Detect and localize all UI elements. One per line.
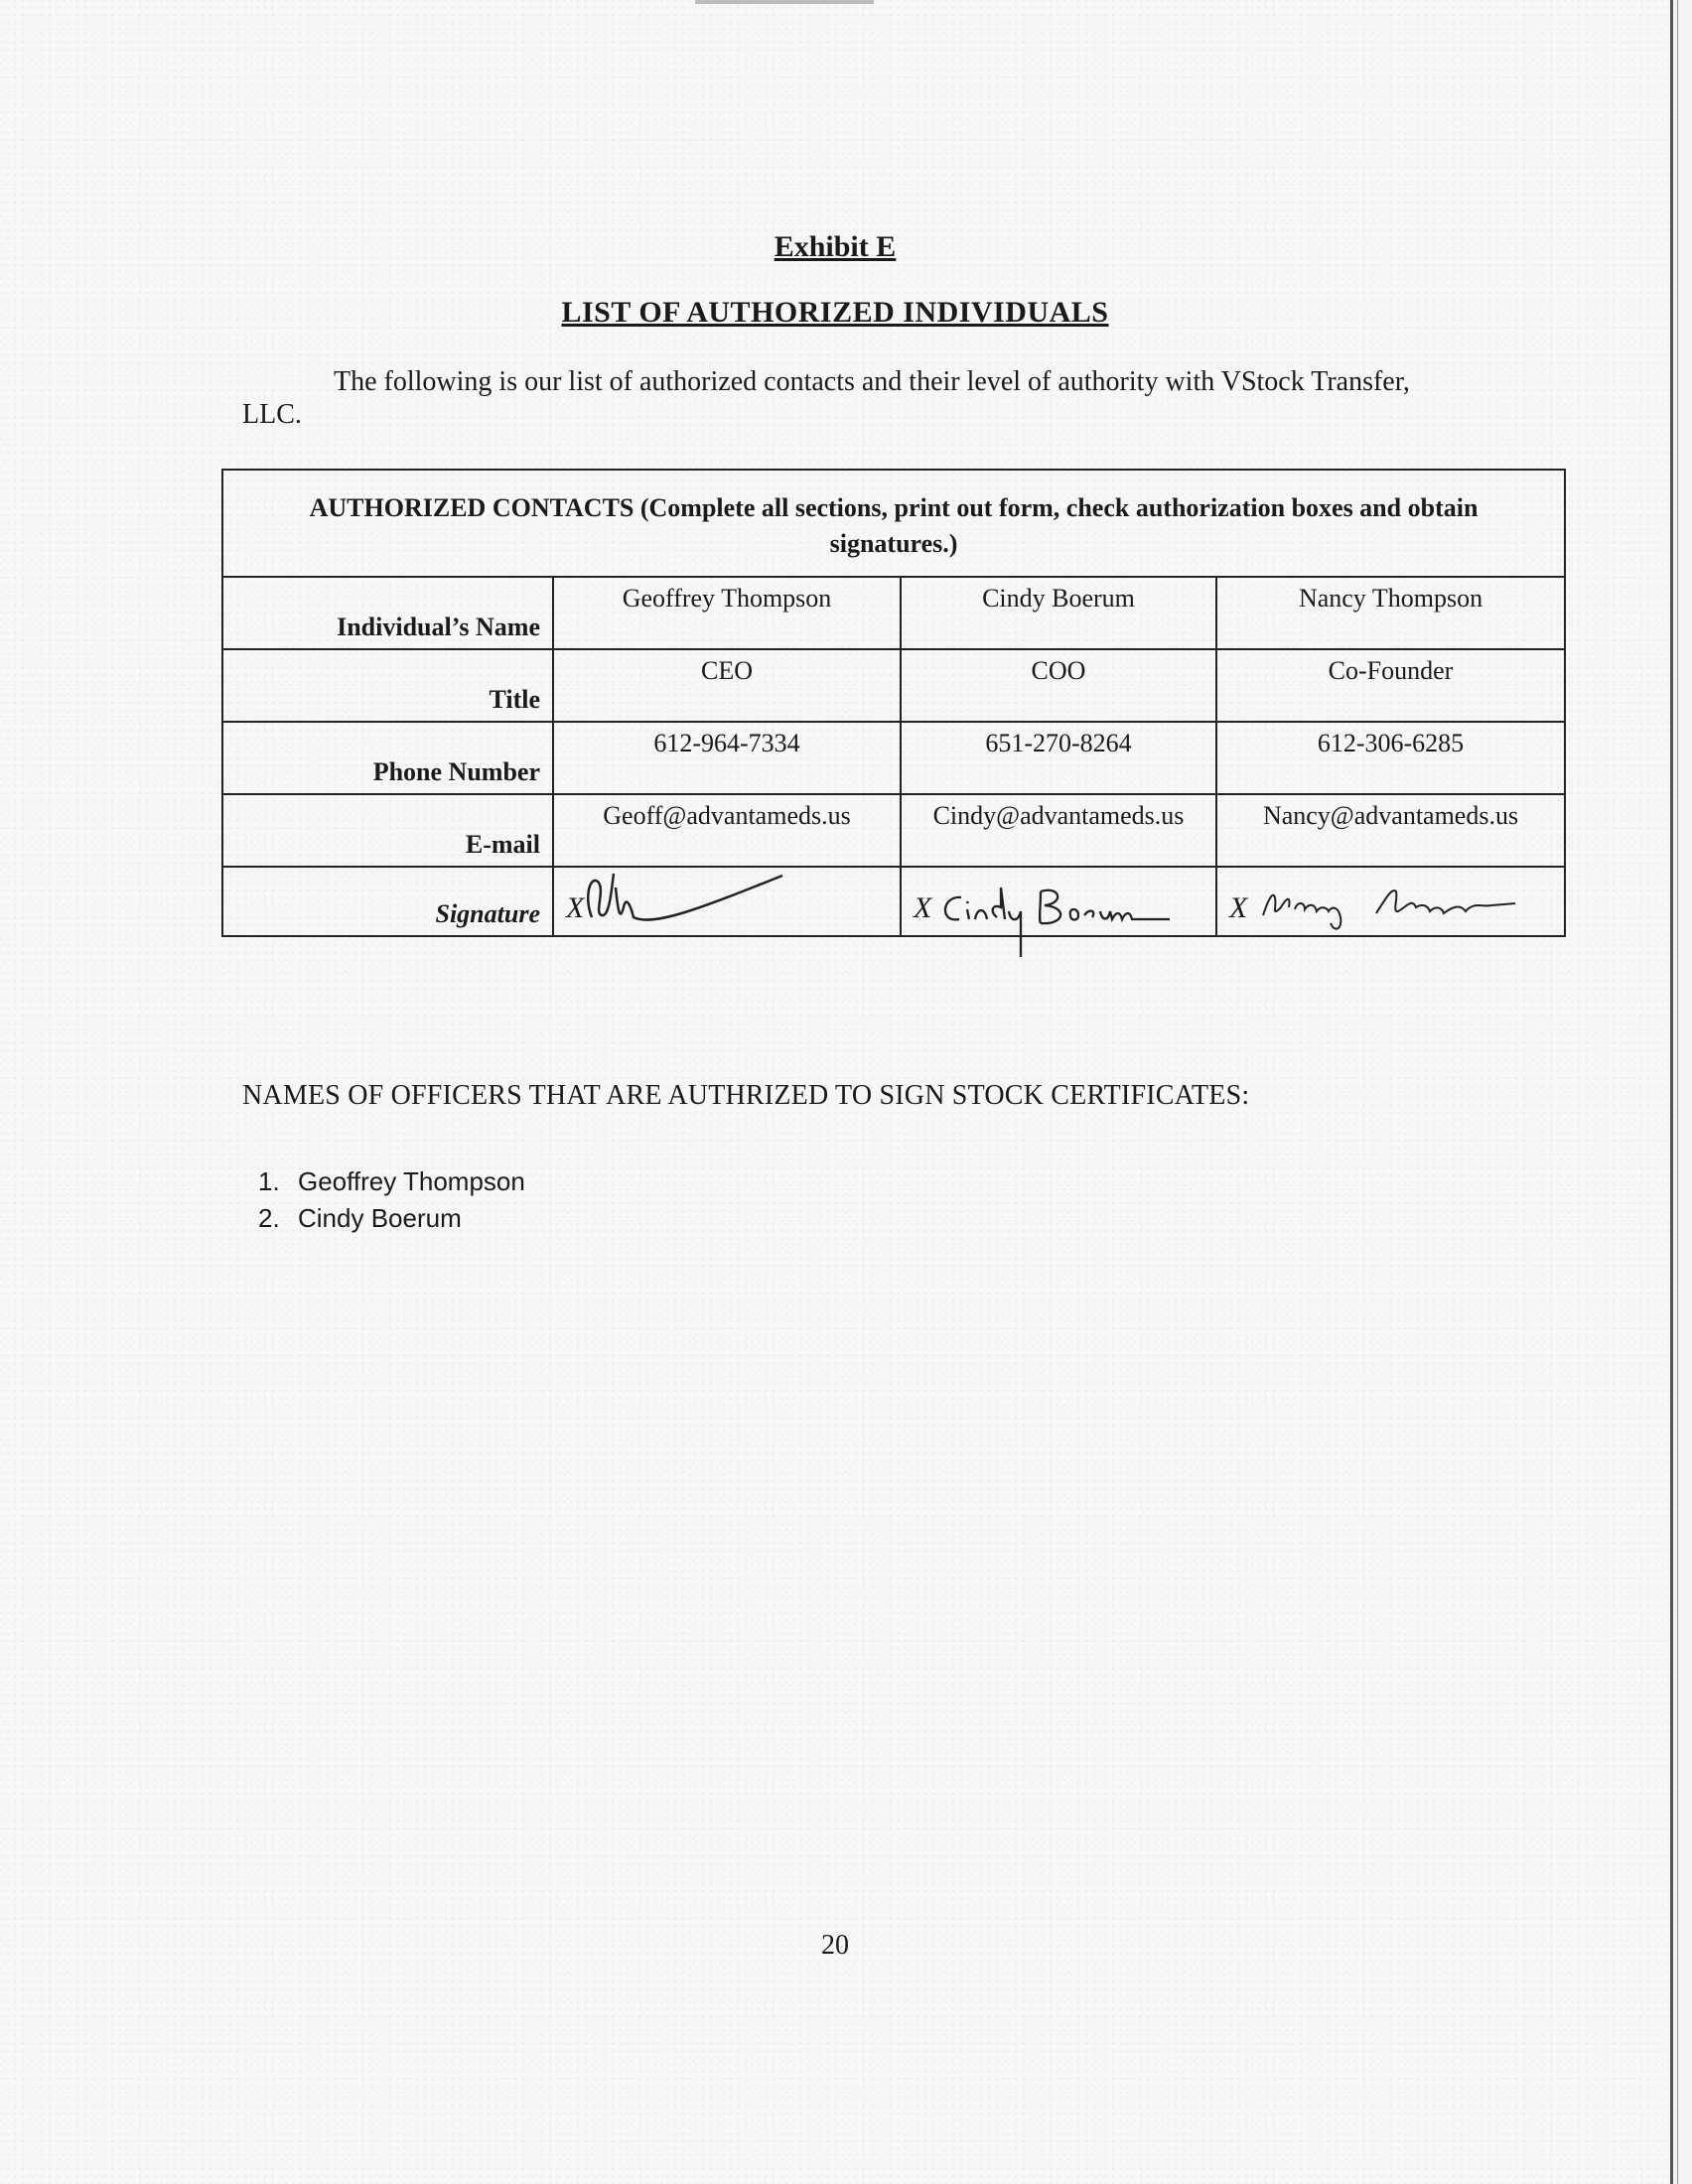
signature-cell bbox=[553, 867, 901, 936]
list-item bbox=[242, 1163, 525, 1200]
officer-name: Geoffrey Thompson bbox=[298, 1166, 525, 1196]
list-item bbox=[242, 1200, 525, 1237]
contact-phone: 651-270-8264 bbox=[901, 722, 1216, 794]
page-edge bbox=[1677, 0, 1678, 2184]
signature-cell bbox=[901, 867, 1216, 936]
contact-phone: 612-964-7334 bbox=[553, 722, 901, 794]
table-header: AUTHORIZED CONTACTS (Complete all sections, print out form, check authorization boxes and obtain signatures.) bbox=[222, 470, 1565, 577]
page-edge bbox=[1670, 0, 1673, 2184]
contact-email: Nancy@advantameds.us bbox=[1216, 794, 1565, 867]
signature-x-mark: X bbox=[914, 891, 932, 924]
scan-artifact bbox=[695, 0, 874, 4]
contact-title: Co-Founder bbox=[1216, 649, 1565, 722]
contact-phone: 612-306-6285 bbox=[1216, 722, 1565, 794]
contact-title: CEO bbox=[553, 649, 901, 722]
table-row-phone bbox=[222, 722, 1565, 794]
list-number: 1. bbox=[258, 1166, 280, 1196]
row-label-name: Individual’s Name bbox=[222, 577, 553, 649]
table-row-email bbox=[222, 794, 1565, 867]
authorized-contacts-table bbox=[221, 469, 1566, 937]
exhibit-title: Exhibit E bbox=[774, 230, 897, 263]
contact-email: Geoff@advantameds.us bbox=[553, 794, 901, 867]
contact-name: Geoffrey Thompson bbox=[553, 577, 901, 649]
signature-x-mark: X bbox=[566, 891, 585, 924]
list-title: LIST OF AUTHORIZED INDIVIDUALS bbox=[561, 296, 1109, 329]
page-number: 20 bbox=[821, 1930, 849, 1961]
handwritten-signature bbox=[902, 868, 1217, 963]
officers-list bbox=[242, 1163, 525, 1237]
list-number: 2. bbox=[258, 1203, 280, 1233]
handwritten-signature bbox=[1217, 868, 1566, 937]
handwritten-signature bbox=[554, 868, 902, 937]
table-row-name bbox=[222, 577, 1565, 649]
table-row-signature bbox=[222, 867, 1565, 936]
intro-paragraph: The following is our list of authorized contacts and their level of authority with VStock Transfer, LLC. bbox=[242, 366, 1410, 430]
contact-title: COO bbox=[901, 649, 1216, 722]
table-row-title bbox=[222, 649, 1565, 722]
row-label-email: E-mail bbox=[222, 794, 553, 867]
row-label-title: Title bbox=[222, 649, 553, 722]
contact-name: Nancy Thompson bbox=[1216, 577, 1565, 649]
officer-name: Cindy Boerum bbox=[298, 1203, 462, 1233]
row-label-phone: Phone Number bbox=[222, 722, 553, 794]
contact-email: Cindy@advantameds.us bbox=[901, 794, 1216, 867]
signature-x-mark: X bbox=[1229, 891, 1248, 924]
officers-title: NAMES OF OFFICERS THAT ARE AUTHRIZED TO SIGN STOCK CERTIFICATES: bbox=[242, 1080, 1250, 1111]
signature-cell bbox=[1216, 867, 1565, 936]
contact-name: Cindy Boerum bbox=[901, 577, 1216, 649]
row-label-signature: Signature bbox=[222, 867, 553, 936]
